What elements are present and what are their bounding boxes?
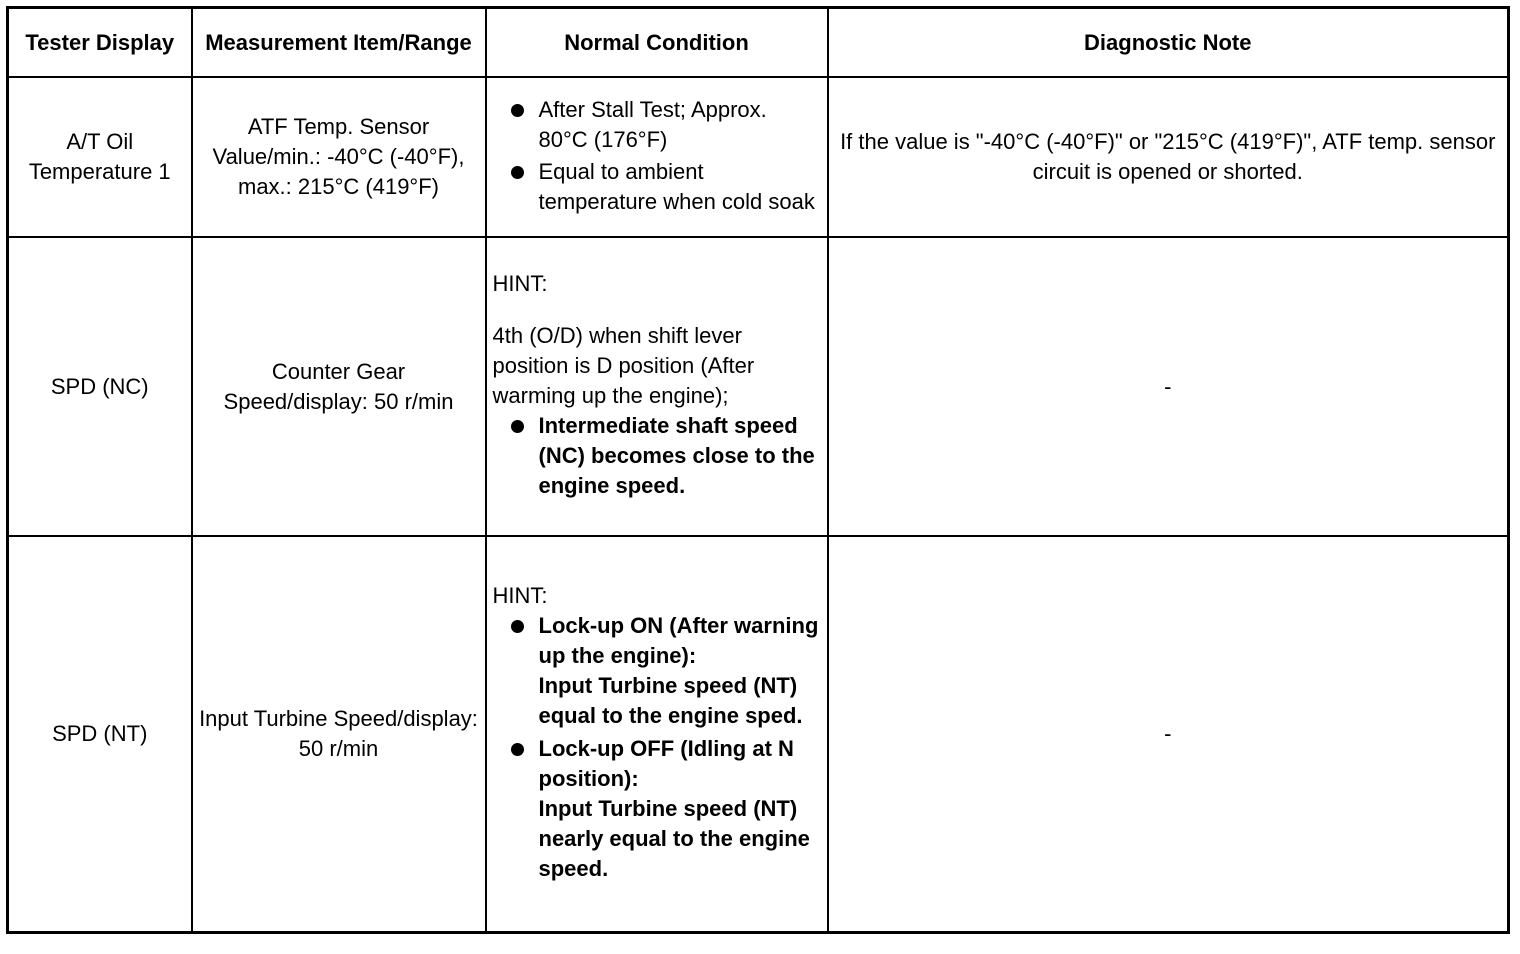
condition-item	[493, 157, 821, 217]
condition-item	[493, 411, 821, 501]
table-row	[8, 536, 1509, 932]
bullet-icon	[511, 166, 524, 179]
header-diagnostic-note: Diagnostic Note	[828, 8, 1509, 78]
cell-tester-display: SPD (NT)	[8, 536, 192, 932]
bullet-icon	[511, 104, 524, 117]
condition-item	[493, 95, 821, 155]
condition-list	[493, 411, 821, 501]
cell-normal-condition	[486, 237, 828, 536]
condition-list	[493, 95, 821, 217]
condition-detail: Input Turbine speed (NT) equal to the engine sped.	[538, 672, 803, 728]
hint-label: HINT:	[492, 271, 548, 296]
bullet-icon	[511, 743, 524, 756]
cell-tester-display: A/T Oil Temperature 1	[8, 77, 192, 237]
cell-diagnostic-note: -	[828, 237, 1509, 536]
hint-label: HINT:	[492, 582, 548, 608]
header-tester-display: Tester Display	[8, 8, 192, 78]
data-list-table	[6, 6, 1510, 934]
cell-measurement: Input Turbine Speed/display: 50 r/min	[192, 536, 486, 932]
cell-normal-condition	[486, 536, 828, 932]
header-normal-condition: Normal Condition	[486, 8, 828, 78]
bullet-icon	[511, 420, 524, 433]
condition-text: After Stall Test; Approx. 80°C (176°F)	[538, 97, 767, 152]
cell-tester-display: SPD (NC)	[8, 237, 192, 536]
cell-diagnostic-note: If the value is "-40°C (-40°F)" or "215°C (419°F)", ATF temp. sensor circuit is opened or shorted.	[828, 77, 1509, 237]
header-measurement: Measurement Item/Range	[192, 8, 486, 78]
condition-list	[493, 611, 821, 884]
condition-text: Intermediate shaft speed (NC) becomes close to the engine speed.	[538, 413, 815, 498]
condition-paragraph: 4th (O/D) when shift lever position is D position (After warming up the engine);	[492, 323, 755, 408]
cell-diagnostic-note: -	[828, 536, 1509, 932]
condition-detail: Input Turbine speed (NT) nearly equal to the engine speed.	[538, 795, 810, 881]
condition-text: Equal to ambient temperature when cold soak	[538, 159, 815, 214]
bullet-icon	[511, 620, 524, 633]
condition-title: Lock-up ON (After warning up the engine):	[538, 612, 819, 668]
condition-title: Lock-up OFF (Idling at N position):	[538, 735, 794, 791]
condition-item	[493, 734, 821, 884]
cell-measurement: ATF Temp. Sensor Value/min.: -40°C (-40°F), max.: 215°C (419°F)	[192, 77, 486, 237]
header-row	[8, 8, 1509, 78]
condition-item	[493, 611, 821, 731]
cell-normal-condition	[486, 77, 828, 237]
table-row	[8, 77, 1509, 237]
cell-measurement: Counter Gear Speed/display: 50 r/min	[192, 237, 486, 536]
table-row	[8, 237, 1509, 536]
